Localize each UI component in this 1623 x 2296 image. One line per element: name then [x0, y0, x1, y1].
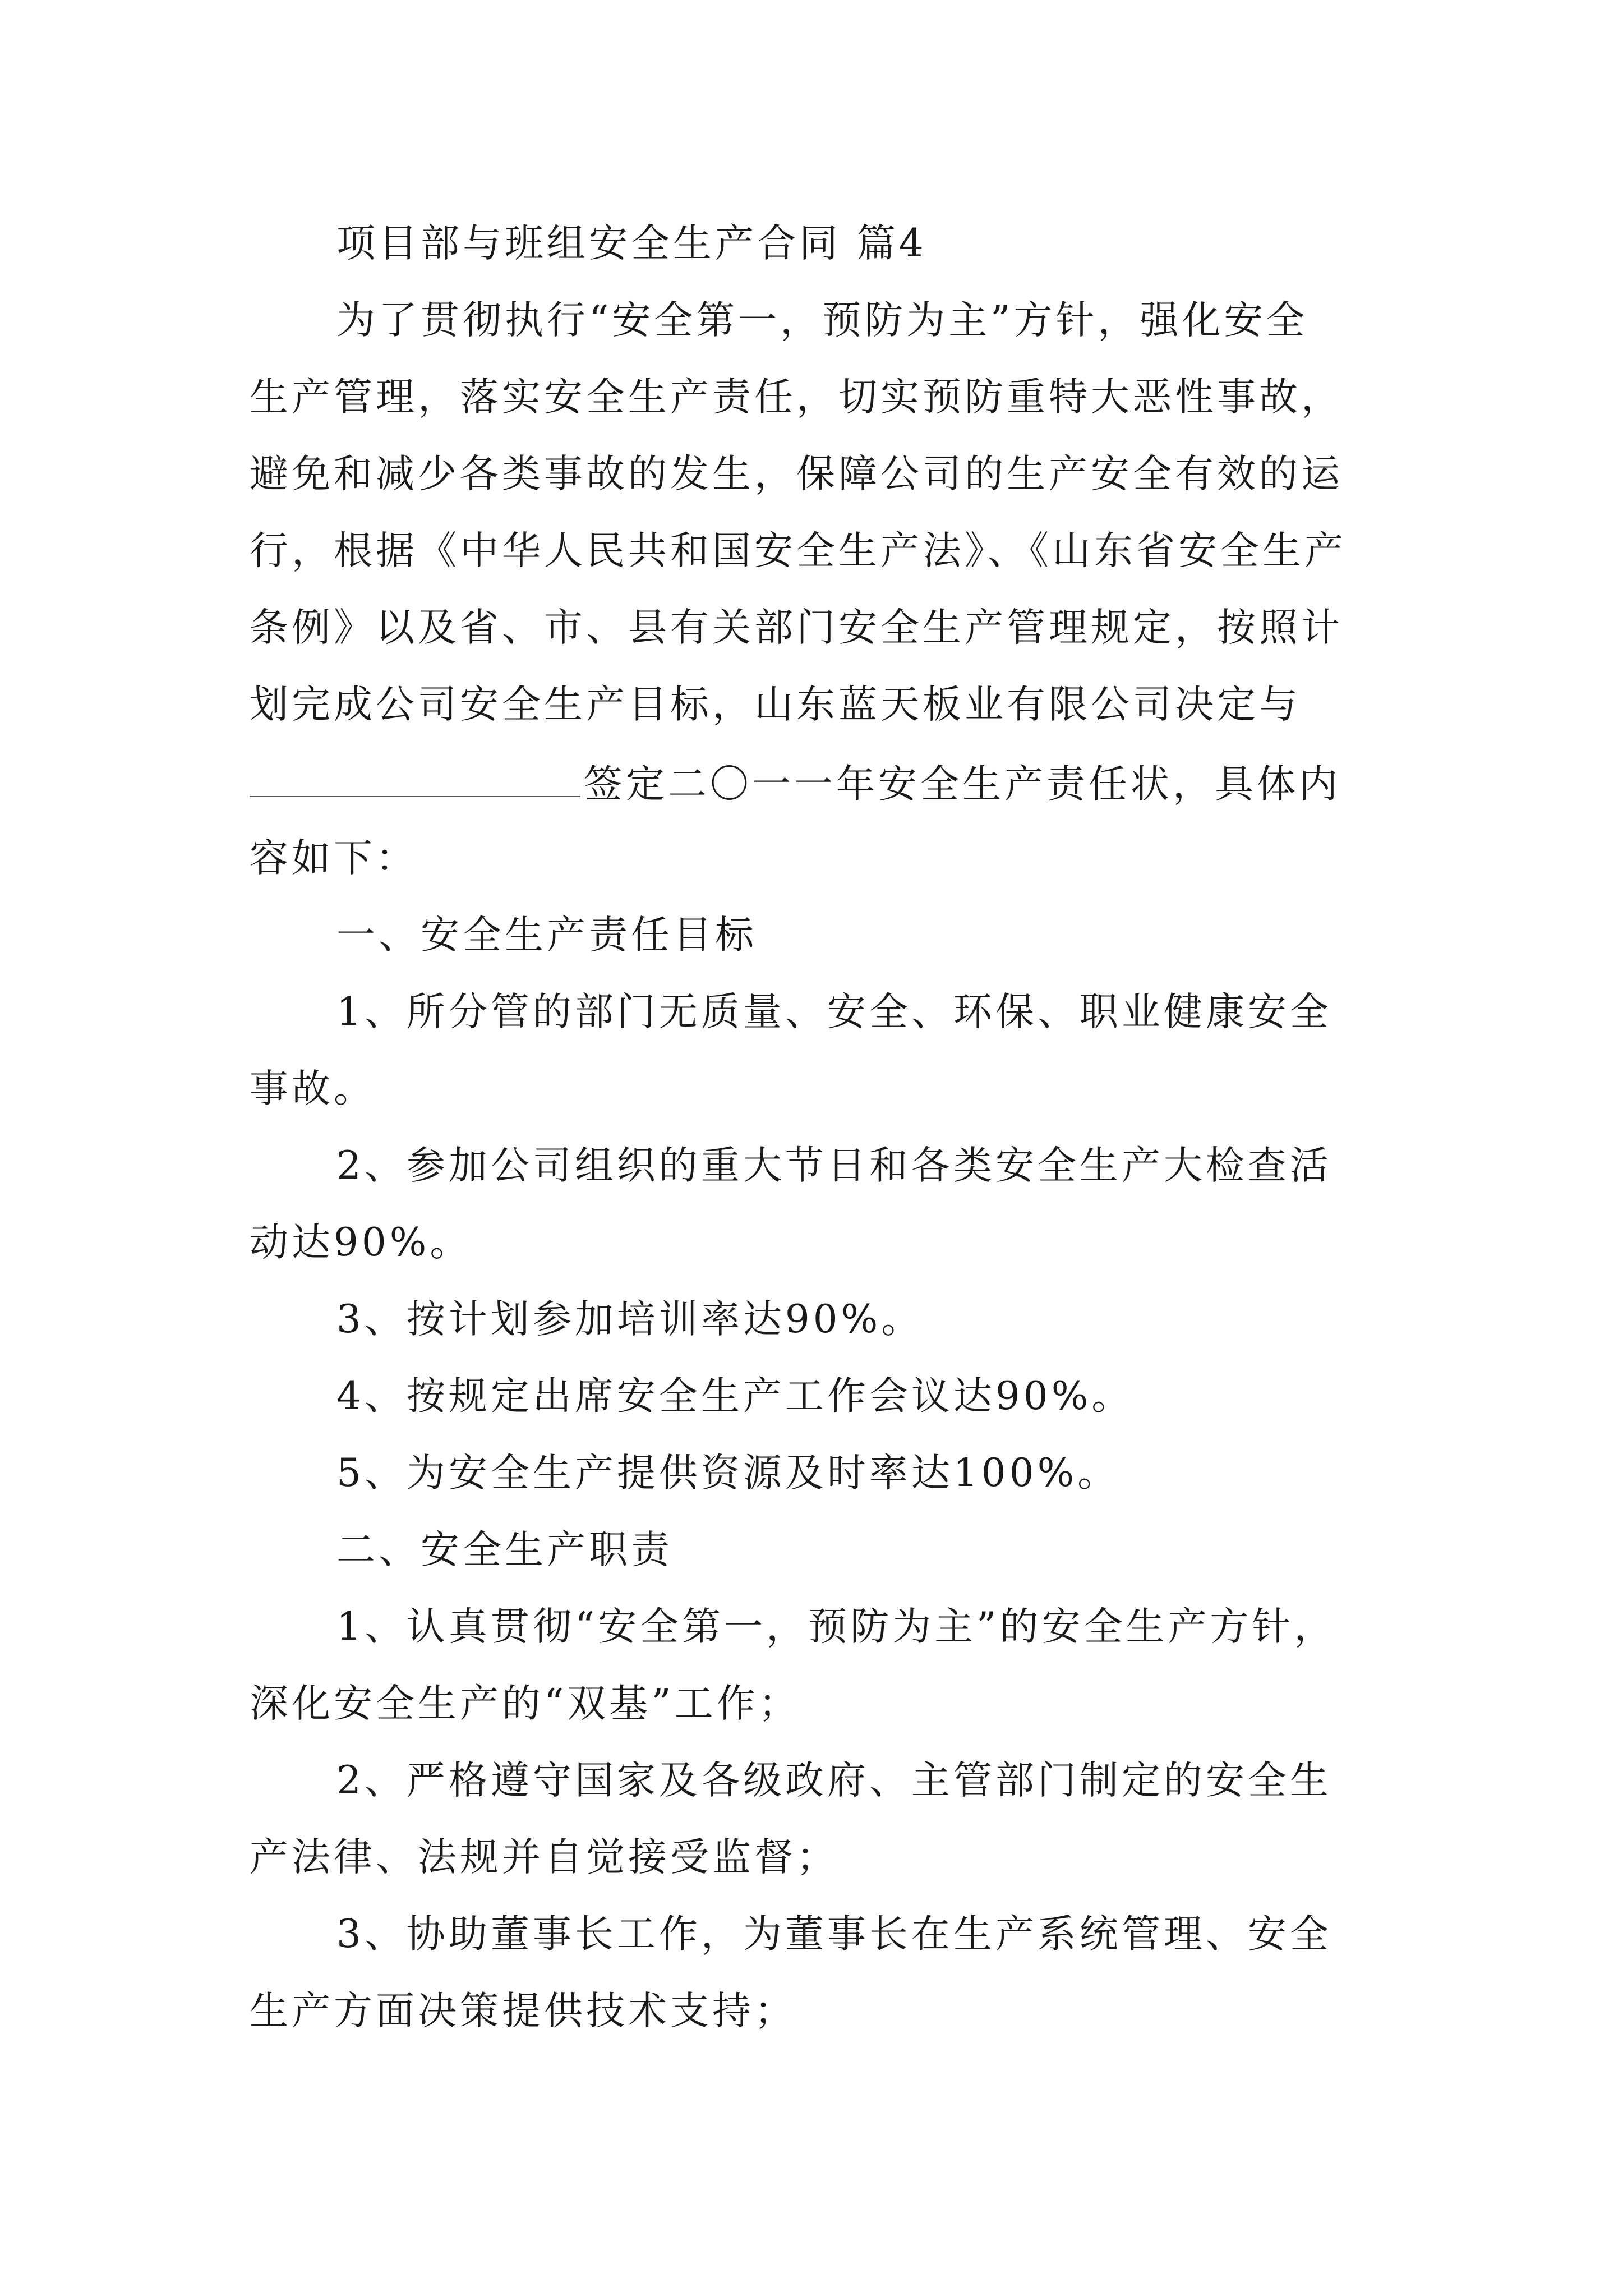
intro-line: 行，根据《中华人民共和国安全生产法》、《山东省安全生产 — [250, 528, 1347, 573]
list-item-continuation: 深化安全生产的“双基”工作； — [250, 1681, 801, 1726]
document-title: 项目部与班组安全生产合同 篇4 — [336, 221, 927, 266]
list-item-continuation: 产法律、法规并自觉接受监督； — [250, 1835, 838, 1880]
intro-line: 划完成公司安全生产目标，山东蓝天板业有限公司决定与 — [250, 682, 1301, 727]
list-item: 1、认真贯彻“安全第一，预防为主”的安全生产方针， — [336, 1604, 1336, 1649]
section-heading: 二、安全生产职责 — [336, 1527, 673, 1572]
list-item: 2、参加公司组织的重大节日和各类安全生产大检查活 — [336, 1143, 1332, 1188]
list-item: 3、按计划参加培训率达90%。 — [336, 1297, 924, 1342]
intro-line: 生产管理，落实安全生产责任，切实预防重特大恶性事故， — [250, 375, 1343, 420]
intro-line: 为了贯彻执行“安全第一，预防为主”方针，强化安全 — [336, 298, 1308, 343]
list-item: 3、协助董事长工作，为董事长在生产系统管理、安全 — [336, 1912, 1332, 1957]
intro-line: 签定二〇一一年安全生产责任状，具体内 — [584, 762, 1341, 807]
blank-fill-in-line — [250, 762, 580, 797]
list-item: 5、为安全生产提供资源及时率达100%。 — [336, 1451, 1120, 1496]
section-heading: 一、安全生产责任目标 — [336, 913, 757, 958]
list-item: 2、严格遵守国家及各级政府、主管部门制定的安全生 — [336, 1758, 1332, 1803]
intro-line: 容如下： — [250, 836, 418, 881]
list-item-continuation: 事故。 — [250, 1066, 376, 1111]
intro-line: 避免和减少各类事故的发生，保障公司的生产安全有效的运 — [250, 452, 1343, 496]
list-item-continuation: 生产方面决策提供技术支持； — [250, 1989, 796, 2033]
intro-blank-line — [250, 762, 1341, 807]
intro-line: 条例》以及省、市、县有关部门安全生产管理规定，按照计 — [250, 605, 1343, 650]
list-item-continuation: 动达90%。 — [250, 1220, 472, 1265]
list-item: 1、所分管的部门无质量、安全、环保、职业健康安全 — [336, 990, 1332, 1034]
list-item: 4、按规定出席安全生产工作会议达90%。 — [336, 1374, 1134, 1419]
